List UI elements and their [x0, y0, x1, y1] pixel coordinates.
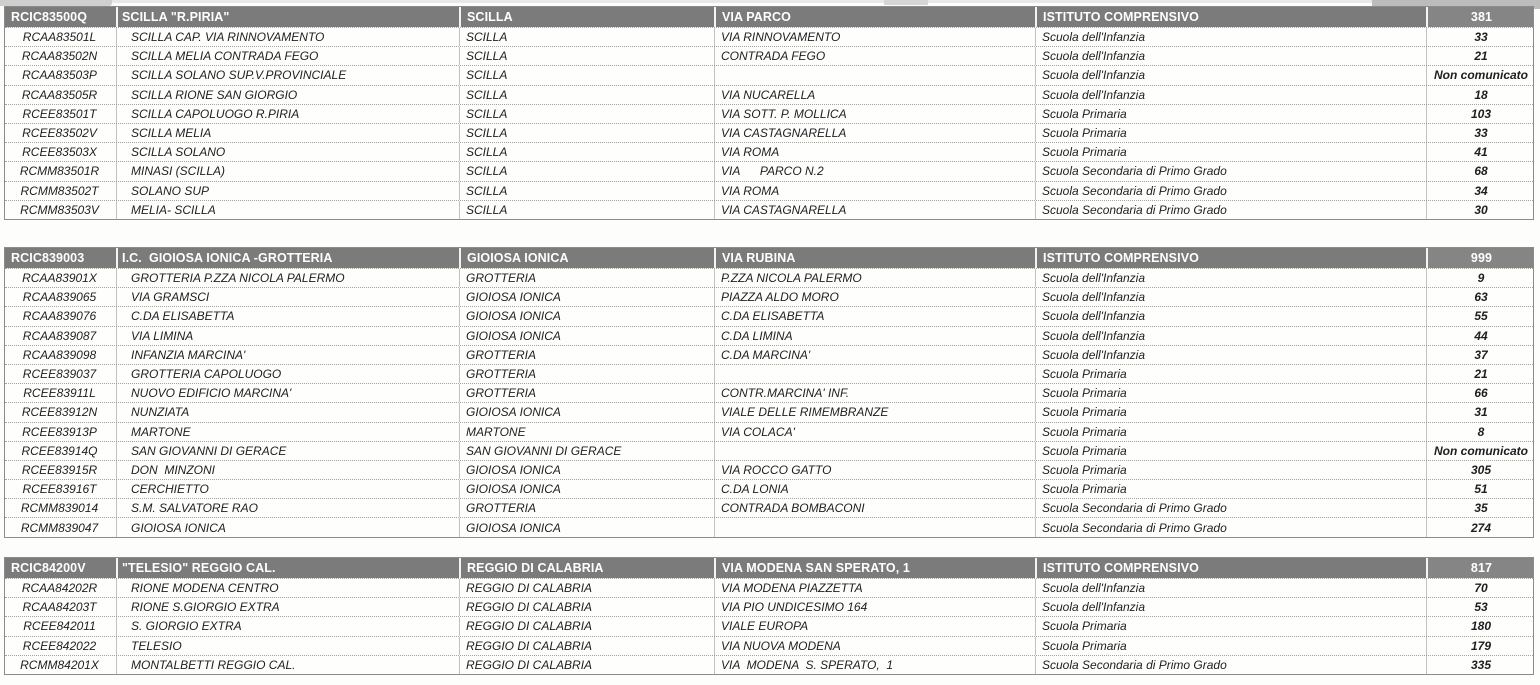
header-cell-code: RCIC84200V [5, 558, 116, 578]
cell-address: VIALE EUROPA [714, 617, 1035, 635]
cell-address: VIA CASTAGNARELLA [714, 124, 1035, 142]
table-row [5, 287, 1533, 306]
cell-address: VIA PIO UNDICESIMO 164 [714, 598, 1035, 616]
cell-city: GROTTERIA [459, 365, 714, 383]
cell-address [714, 365, 1035, 383]
cell-count: Non comunicato [1426, 442, 1533, 460]
cell-city: GIOIOSA IONICA [459, 288, 714, 306]
cell-code: RCMM83503V [20, 202, 99, 217]
cell-count: 18 [1426, 86, 1533, 104]
cell-code: RCEE83916T [22, 482, 97, 497]
table-row [5, 441, 1533, 460]
header-cell-count: 381 [1426, 7, 1533, 27]
cell-city: SCILLA [459, 86, 714, 104]
cell-city: GIOIOSA IONICA [459, 327, 714, 345]
header-cell-type: ISTITUTO COMPRENSIVO [1035, 7, 1426, 27]
cell-code: RCAA83503P [22, 68, 97, 83]
cell-name: S.M. SALVATORE RAO [116, 499, 459, 517]
cell-type: Scuola Primaria [1035, 365, 1426, 383]
cell-address: VIA COLACA' [714, 423, 1035, 441]
table-row [5, 326, 1533, 345]
cell-name: SCILLA SOLANO [116, 143, 459, 161]
cell-name: NUNZIATA [116, 403, 459, 421]
cell-code: RCMM839047 [20, 520, 99, 535]
header-cell-address: VIA RUBINA [714, 248, 1035, 268]
cell-address: VIA PARCO N.2 [714, 162, 1035, 180]
cell-city: SCILLA [459, 143, 714, 161]
header-cell-address: VIA PARCO [714, 7, 1035, 27]
cell-code: RCEE842011 [23, 619, 96, 634]
cell-type: Scuola dell'Infanzia [1035, 28, 1426, 46]
cell-type: Scuola Secondaria di Primo Grado [1035, 182, 1426, 200]
cell-code: RCEE83913P [22, 424, 97, 439]
cell-city: SCILLA [459, 28, 714, 46]
cell-type: Scuola dell'Infanzia [1035, 579, 1426, 597]
cell-city: REGGIO DI CALABRIA [459, 637, 714, 655]
cell-city: REGGIO DI CALABRIA [459, 598, 714, 616]
table-row [5, 479, 1533, 498]
cell-type: Scuola Primaria [1035, 384, 1426, 402]
cell-address: VIA RINNOVAMENTO [714, 28, 1035, 46]
cell-address: PIAZZA ALDO MORO [714, 288, 1035, 306]
cell-count: 180 [1426, 617, 1533, 635]
table-header-row [5, 7, 1533, 27]
table-row [5, 181, 1533, 200]
cell-count: 31 [1426, 403, 1533, 421]
cell-name: MINASI (SCILLA) [116, 162, 459, 180]
cell-type: Scuola Primaria [1035, 480, 1426, 498]
cell-code: RCEE842022 [22, 638, 97, 653]
cell-type: Scuola dell'Infanzia [1035, 327, 1426, 345]
cell-type: Scuola Secondaria di Primo Grado [1035, 518, 1426, 536]
header-cell-type: ISTITUTO COMPRENSIVO [1035, 248, 1426, 268]
cell-count: 21 [1426, 365, 1533, 383]
cell-name: VIA GRAMSCI [116, 288, 459, 306]
table-row [5, 655, 1533, 674]
table-row [5, 200, 1533, 219]
cell-address: C.DA MARCINA' [714, 346, 1035, 364]
cell-count: 68 [1426, 162, 1533, 180]
cell-name: GROTTERIA CAPOLUOGO [116, 365, 459, 383]
cell-name: MONTALBETTI REGGIO CAL. [116, 656, 459, 674]
cell-name: RIONE S.GIORGIO EXTRA [116, 598, 459, 616]
cell-address: VIA MODENA PIAZZETTA [714, 579, 1035, 597]
cell-count: 103 [1426, 105, 1533, 123]
cell-count: 41 [1426, 143, 1533, 161]
cell-name: S. GIORGIO EXTRA [116, 617, 459, 635]
cell-type: Scuola Primaria [1035, 105, 1426, 123]
cell-code: RCEE83502V [22, 126, 97, 141]
cell-name: GROTTERIA P.ZZA NICOLA PALERMO [116, 269, 459, 287]
cell-code: RCAA83501L [22, 30, 97, 45]
header-cell-city: GIOIOSA IONICA [459, 248, 714, 268]
table-row [5, 123, 1533, 142]
cell-code: RCAA83901X [22, 271, 97, 286]
cell-city: GIOIOSA IONICA [459, 480, 714, 498]
table-row [5, 498, 1533, 517]
cell-count: 63 [1426, 288, 1533, 306]
cell-code: RCAA84203T [22, 600, 97, 615]
cell-city: GROTTERIA [459, 346, 714, 364]
table-row [5, 104, 1533, 123]
cell-code: RCMM83501R [19, 164, 100, 179]
cell-code: RCEE83503X [22, 145, 97, 160]
cell-name: GIOIOSA IONICA [116, 518, 459, 536]
cell-count: 66 [1426, 384, 1533, 402]
cell-city: GIOIOSA IONICA [459, 307, 714, 325]
cell-code: RCEE83912N [21, 405, 98, 420]
cell-name: MELIA- SCILLA [116, 201, 459, 219]
cell-type: Scuola Primaria [1035, 461, 1426, 479]
header-cell-city: REGGIO DI CALABRIA [459, 558, 714, 578]
cell-address: VIALE DELLE RIMEMBRANZE [714, 403, 1035, 421]
cell-city: SCILLA [459, 182, 714, 200]
cell-city: SCILLA [459, 47, 714, 65]
cell-city: GROTTERIA [459, 384, 714, 402]
cell-address: VIA ROMA [714, 182, 1035, 200]
cell-type: Scuola Primaria [1035, 637, 1426, 655]
header-cell-count: 817 [1426, 558, 1533, 578]
cell-name: RIONE MODENA CENTRO [116, 579, 459, 597]
header-cell-name: "TELESIO" REGGIO CAL. [116, 558, 459, 578]
cell-count: 9 [1426, 269, 1533, 287]
cell-code: RCEE83914Q [21, 443, 98, 458]
table-row [5, 85, 1533, 104]
cell-type: Scuola Primaria [1035, 143, 1426, 161]
cell-address: C.DA LONIA [714, 480, 1035, 498]
table-row [5, 306, 1533, 325]
table-row [5, 422, 1533, 441]
cell-code: RCEE83915R [21, 462, 98, 477]
cell-type: Scuola dell'Infanzia [1035, 288, 1426, 306]
cell-address: CONTR.MARCINA' INF. [714, 384, 1035, 402]
cell-address [714, 442, 1035, 460]
cell-address: C.DA LIMINA [714, 327, 1035, 345]
cell-count: 8 [1426, 423, 1533, 441]
cell-count: 179 [1426, 637, 1533, 655]
cell-address: VIA ROCCO GATTO [714, 461, 1035, 479]
cell-city: REGGIO DI CALABRIA [459, 617, 714, 635]
cell-count: 51 [1426, 480, 1533, 498]
cell-type: Scuola dell'Infanzia [1035, 47, 1426, 65]
cell-city: SAN GIOVANNI DI GERACE [459, 442, 714, 460]
cell-city: SCILLA [459, 66, 714, 84]
cell-code: RCMM839014 [20, 501, 99, 516]
cell-address: CONTRADA FEGO [714, 47, 1035, 65]
cell-type: Scuola Secondaria di Primo Grado [1035, 162, 1426, 180]
header-cell-city: SCILLA [459, 7, 714, 27]
school-table-gioiosa-ionica-grotteria [4, 247, 1534, 538]
cell-count: 37 [1426, 346, 1533, 364]
cell-count: Non comunicato [1426, 66, 1533, 84]
cell-code: RCMM84201X [20, 657, 99, 672]
header-cell-type: ISTITUTO COMPRENSIVO [1035, 558, 1426, 578]
cell-count: 44 [1426, 327, 1533, 345]
cell-code: RCAA84202R [21, 581, 98, 596]
cell-code: RCAA83502N [21, 49, 98, 64]
cell-city: SCILLA [459, 201, 714, 219]
cell-code: RCMM83502T [20, 183, 99, 198]
cell-code: RCAA839076 [22, 309, 97, 324]
cell-count: 274 [1426, 518, 1533, 536]
header-cell-code: RCIC83500Q [5, 7, 116, 27]
cell-name: SOLANO SUP [116, 182, 459, 200]
cell-type: Scuola Secondaria di Primo Grado [1035, 656, 1426, 674]
cell-city: REGGIO DI CALABRIA [459, 579, 714, 597]
cell-count: 70 [1426, 579, 1533, 597]
cell-type: Scuola Primaria [1035, 617, 1426, 635]
cell-count: 55 [1426, 307, 1533, 325]
header-cell-count: 999 [1426, 248, 1533, 268]
cell-type: Scuola dell'Infanzia [1035, 307, 1426, 325]
cell-city: GIOIOSA IONICA [459, 518, 714, 536]
cell-city: SCILLA [459, 124, 714, 142]
cell-name: NUOVO EDIFICIO MARCINA' [116, 384, 459, 402]
cell-name: VIA LIMINA [116, 327, 459, 345]
cell-type: Scuola Primaria [1035, 403, 1426, 421]
header-cell-address: VIA MODENA SAN SPERATO, 1 [714, 558, 1035, 578]
table-row [5, 402, 1533, 421]
cell-address: VIA ROMA [714, 143, 1035, 161]
cell-type: Scuola dell'Infanzia [1035, 346, 1426, 364]
cell-address: C.DA ELISABETTA [714, 307, 1035, 325]
table-row [5, 161, 1533, 180]
cell-city: GROTTERIA [459, 499, 714, 517]
cell-code: RCAA83505R [21, 87, 98, 102]
cell-address: CONTRADA BOMBACONI [714, 499, 1035, 517]
header-cell-code: RCIC839003 [5, 248, 116, 268]
table-row [5, 636, 1533, 655]
cell-name: SCILLA CAP. VIA RINNOVAMENTO [116, 28, 459, 46]
cell-code: RCAA839098 [22, 347, 97, 362]
scan-edge-strip [0, 0, 1540, 3]
cell-type: Scuola Primaria [1035, 423, 1426, 441]
table-row [5, 268, 1533, 287]
cell-address: VIA NUOVA MODENA [714, 637, 1035, 655]
cell-code: RCAA839065 [22, 290, 97, 305]
cell-name: SCILLA CAPOLUOGO R.PIRIA [116, 105, 459, 123]
cell-name: DON MINZONI [116, 461, 459, 479]
cell-name: SAN GIOVANNI DI GERACE [116, 442, 459, 460]
cell-count: 33 [1426, 28, 1533, 46]
cell-name: C.DA ELISABETTA [116, 307, 459, 325]
cell-name: INFANZIA MARCINA' [116, 346, 459, 364]
cell-count: 335 [1426, 656, 1533, 674]
cell-count: 305 [1426, 461, 1533, 479]
cell-count: 34 [1426, 182, 1533, 200]
table-header-row [5, 248, 1533, 268]
cell-city: GIOIOSA IONICA [459, 461, 714, 479]
cell-code: RCEE83501T [22, 106, 97, 121]
cell-type: Scuola dell'Infanzia [1035, 598, 1426, 616]
table-row [5, 345, 1533, 364]
cell-count: 53 [1426, 598, 1533, 616]
cell-type: Scuola Secondaria di Primo Grado [1035, 499, 1426, 517]
cell-city: GROTTERIA [459, 269, 714, 287]
cell-count: 33 [1426, 124, 1533, 142]
cell-address: VIA NUCARELLA [714, 86, 1035, 104]
table-row [5, 46, 1533, 65]
cell-code: RCEE83911L [23, 386, 96, 401]
cell-count: 21 [1426, 47, 1533, 65]
cell-name: TELESIO [116, 637, 459, 655]
table-row [5, 364, 1533, 383]
table-row [5, 578, 1533, 597]
cell-name: CERCHIETTO [116, 480, 459, 498]
table-row [5, 27, 1533, 46]
table-row [5, 383, 1533, 402]
header-cell-name: I.C. GIOIOSA IONICA -GROTTERIA [116, 248, 459, 268]
cell-name: MARTONE [116, 423, 459, 441]
table-row [5, 460, 1533, 479]
cell-name: SCILLA RIONE SAN GIORGIO [116, 86, 459, 104]
cell-name: SCILLA SOLANO SUP.V.PROVINCIALE [116, 66, 459, 84]
table-row [5, 616, 1533, 635]
cell-city: SCILLA [459, 105, 714, 123]
table-header-row [5, 558, 1533, 578]
cell-address [714, 518, 1035, 536]
cell-city: GIOIOSA IONICA [459, 403, 714, 421]
table-row [5, 142, 1533, 161]
cell-type: Scuola dell'Infanzia [1035, 86, 1426, 104]
cell-count: 35 [1426, 499, 1533, 517]
cell-address: VIA MODENA S. SPERATO, 1 [714, 656, 1035, 674]
cell-type: Scuola dell'Infanzia [1035, 66, 1426, 84]
school-table-scilla [4, 6, 1534, 220]
cell-type: Scuola dell'Infanzia [1035, 269, 1426, 287]
cell-code: RCEE839037 [22, 367, 97, 382]
cell-address: P.ZZA NICOLA PALERMO [714, 269, 1035, 287]
cell-city: SCILLA [459, 162, 714, 180]
cell-city: MARTONE [459, 423, 714, 441]
cell-city: REGGIO DI CALABRIA [459, 656, 714, 674]
table-row [5, 65, 1533, 84]
table-row [5, 517, 1533, 536]
table-row [5, 597, 1533, 616]
header-cell-name: SCILLA "R.PIRIA" [116, 7, 459, 27]
cell-name: SCILLA MELIA CONTRADA FEGO [116, 47, 459, 65]
scan-artifact-top-center [884, 0, 928, 5]
cell-name: SCILLA MELIA [116, 124, 459, 142]
school-table-telesio-reggio [4, 557, 1534, 675]
cell-code: RCAA839087 [22, 328, 97, 343]
cell-address [714, 66, 1035, 84]
cell-address: VIA SOTT. P. MOLLICA [714, 105, 1035, 123]
cell-type: Scuola Primaria [1035, 442, 1426, 460]
cell-type: Scuola Primaria [1035, 124, 1426, 142]
cell-count: 30 [1426, 201, 1533, 219]
cell-address: VIA CASTAGNARELLA [714, 201, 1035, 219]
cell-type: Scuola Secondaria di Primo Grado [1035, 201, 1426, 219]
